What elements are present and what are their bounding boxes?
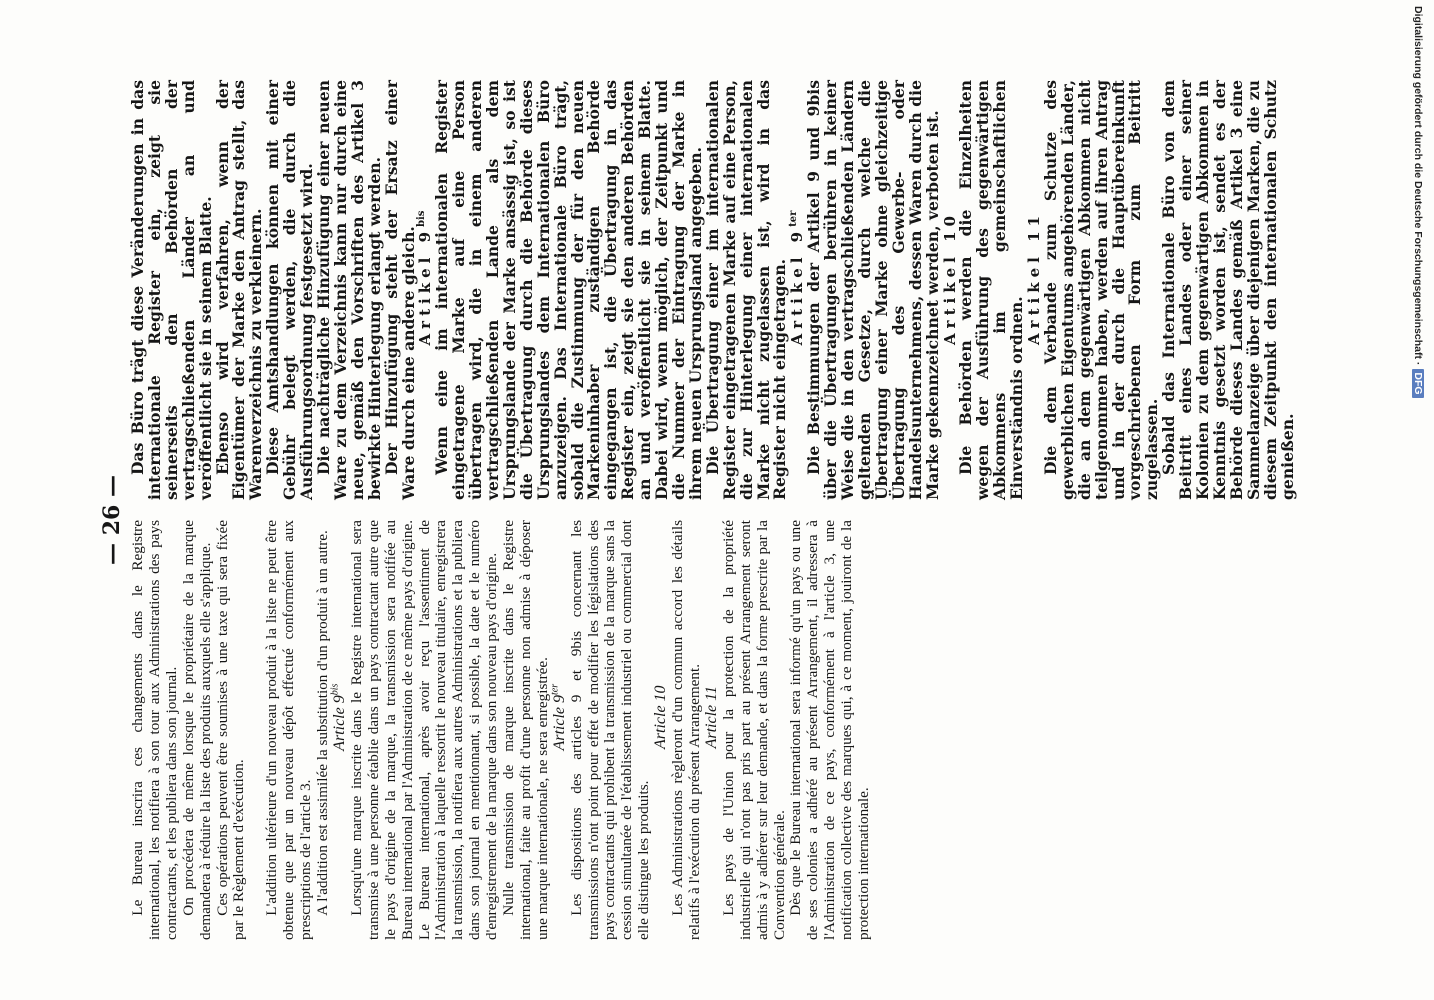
de-paragraph: Wenn eine im internationalen Register eingetragene Marke auf eine Person übertragen wird, die in einem anderen vertragschließenden Lande als dem Ursprungslande der Marke ansässig ist, so ist die Übertragung durch die Behörde dieses Ursprungslandes dem Internationalen Büro anzuzeigen. Das Internationale Büro trägt, sobald die Zustimmung der für den neuen Markeninhaber zuständigen Behörde eingegangen ist, die Übertragung in das Register ein, zeigt sie den anderen Behörden an und veröffentlicht sie in seinem Blatte. Dabei wird, wenn möglich, der Zeitpunkt und die Nummer der Eintragung der Marke in ihrem neuen Ursprungsland angegeben. [432,80,705,500]
de-paragraph: Der Hinzufügung steht der Ersatz einer Ware durch eine andere gleich. [381,80,418,500]
digitization-credit [1412,6,1424,398]
fr-paragraph: Les pays de l'Union pour la protection de la propriété industrielle qui n'ont pas pris part au présent Arrangement seront admis à y adhérer sur leur demande, et dans la forme prescrite par la Convention générale. [719,520,788,940]
fr-paragraph: Les dispositions des articles 9 et 9bis concernant les transmissions n'ont point pour effet de modifier les législations des pays contractants qui prohibent la transmission de la marque sans la cession simultanée de l'établissement industriel ou commercial dont elle distingue les produits. [567,520,653,940]
de-paragraph: Diese Amtshandlungen können mit einer Gebühr belegt werden, die durch die Ausführungsordnung festgesetzt wird. [263,80,317,500]
fr-paragraph: Le Bureau inscrira ces changements dans le Registre international, les notifiera à son tour aux Administrations des pays contractants, et les publiera dans son journal. [129,520,180,940]
de-heading-artikel-11: Artikel 11 [1025,211,1044,345]
fr-paragraph: A l'addition est assimilée la substitution d'un produit à un autre. [314,530,332,916]
credit-text: Digitalisierung gefördert durch die Deutsche Forschungsgemeinschaft · [1412,6,1424,366]
de-paragraph: Die Behörden werden die Einzelheiten wegen der Ausführung des gegenwärtigen Abkommens im gemeinschaftlichen Einverständnis ordnen. [956,80,1027,500]
fr-paragraph: On procédera de même lorsque le propriétaire de la marque demandera à réduire la liste des produits auxquels elle s'applique. [179,520,214,940]
de-paragraph: Sobald das Internationale Büro von dem Beitritt eines Landes oder einer seiner Kolonien zu dem gegenwärtigen Abkommen in Kenntnis gesetzt worden ist, sendet es der Behörde dieses Landes gemäß Artikel 3 eine Sammelanzeige über diejenigen Marken, die zu diesem Zeitpunkt den internationalen Schutz genießen. [1159,80,1297,500]
french-column [130,520,1340,940]
de-heading-artikel-9bis: Artikel $9^{bis}$ [416,210,435,346]
rotated-page-content [100,70,1360,970]
fr-paragraph: L'addition ultérieure d'un nouveau produit à la liste ne peut être obtenue que par un nouveau dépôt effectué conformément aux prescriptions de l'article 3. [263,520,315,940]
fr-heading-article-9bis: Article $9^{bis}$ [329,683,348,751]
fr-heading-article-11: Article 11 [702,686,720,749]
fr-paragraph: Ces opérations peuvent être soumises à une taxe qui sera fixée par le Règlement d'exécution. [213,520,248,940]
de-paragraph: Ebenso wird verfahren, wenn der Eigentümer der Marke den Antrag stellt, das Warenverzeichnis zu verkleinern. [212,80,266,500]
de-heading-artikel-10: Artikel 10 [940,211,959,345]
de-paragraph: Die dem Verbande zum Schutze des gewerblichen Eigentums angehörenden Länder, die an dem gegenwärtigen Abkommen nicht teilgenommen haben, werden auf ihren Antrag und in der durch die Hauptübereinkunft vorgeschriebenen Form zum Beitritt zugelassen. [1040,80,1162,500]
de-paragraph: Die Bestimmungen der Artikel 9 und 9bis über die Übertragungen berühren in keiner Weise die in den vertragschließenden Ländern geltenden Gesetze, durch welche die Übertragung einer Marke ohne gleichzeitige Übertragung des Gewerbe- oder Handelsunternehmens, dessen Waren durch die Marke gekennzeichnet werden, verboten ist. [804,80,942,500]
de-heading-artikel-9ter: Artikel $9^{ter}$ [788,210,807,346]
de-paragraph: Die nachträgliche Hinzufügung einer neuen Ware zu dem Verzeichnis kann nur durch eine neue, gemäß den Vorschriften des Artikel 3 bewirkte Hinterlegung erlangt werden. [313,80,384,500]
de-paragraph: Die Übertragung einer im internationalen Register eingetragenen Marke auf eine Person, die zur Hinterlegung einer internationalen Marke nicht zugelassen ist, wird in das Register nicht eingetragen. [702,80,790,500]
fr-heading-article-10: Article 10 [652,685,670,749]
page-number: — 26 — [99,475,125,565]
fr-paragraph: Nulle transmission de marque inscrite dans le Registre international, faite au profit d'une personne non admise à déposer une marque internationale, ne sera enregistrée. [500,520,551,940]
fr-heading-article-9ter: Article $9^{ter}$ [549,683,568,751]
de-paragraph: Das Büro trägt diese Veränderungen in das internationale Register ein, zeigt sie seinerseits den Behörden der vertragschließenden Länder an und veröffentlicht sie in seinem Blatte. [128,80,215,500]
fr-paragraph: Lorsqu'une marque inscrite dans le Registre international sera transmise à une personne établie dans un pays contractant autre que le pays d'origine de la marque, la transmission sera notifiée au Bureau international par l'Administration de ce même pays d'origine. Le Bureau international, après avoir reçu l'assentiment de l'Administration à laquelle ressortit le nouveau titulaire, enregistrera la transmission, la notifiera aux autres Administrations et la publiera dans son journal en mentionnant, si possible, la date et le numéro d'enregistrement de la marque dans son nouveau pays d'origine. [347,520,501,940]
fr-paragraph: Dès que le Bureau international sera informé qu'un pays ou une de ses colonies a adhéré au présent Arrangement, il adressera à l'Administration de ce pays, conformément à l'article 3, une notification collective des marques qui, à ce moment, jouiront de la protection internationale. [787,520,873,940]
german-column [130,80,1340,500]
fr-paragraph: Les Administrations règleront d'un commun accord les détails relatifs à l'exécution du présent Arrangement. [669,520,703,940]
dfg-logo: DFG [1412,369,1424,397]
